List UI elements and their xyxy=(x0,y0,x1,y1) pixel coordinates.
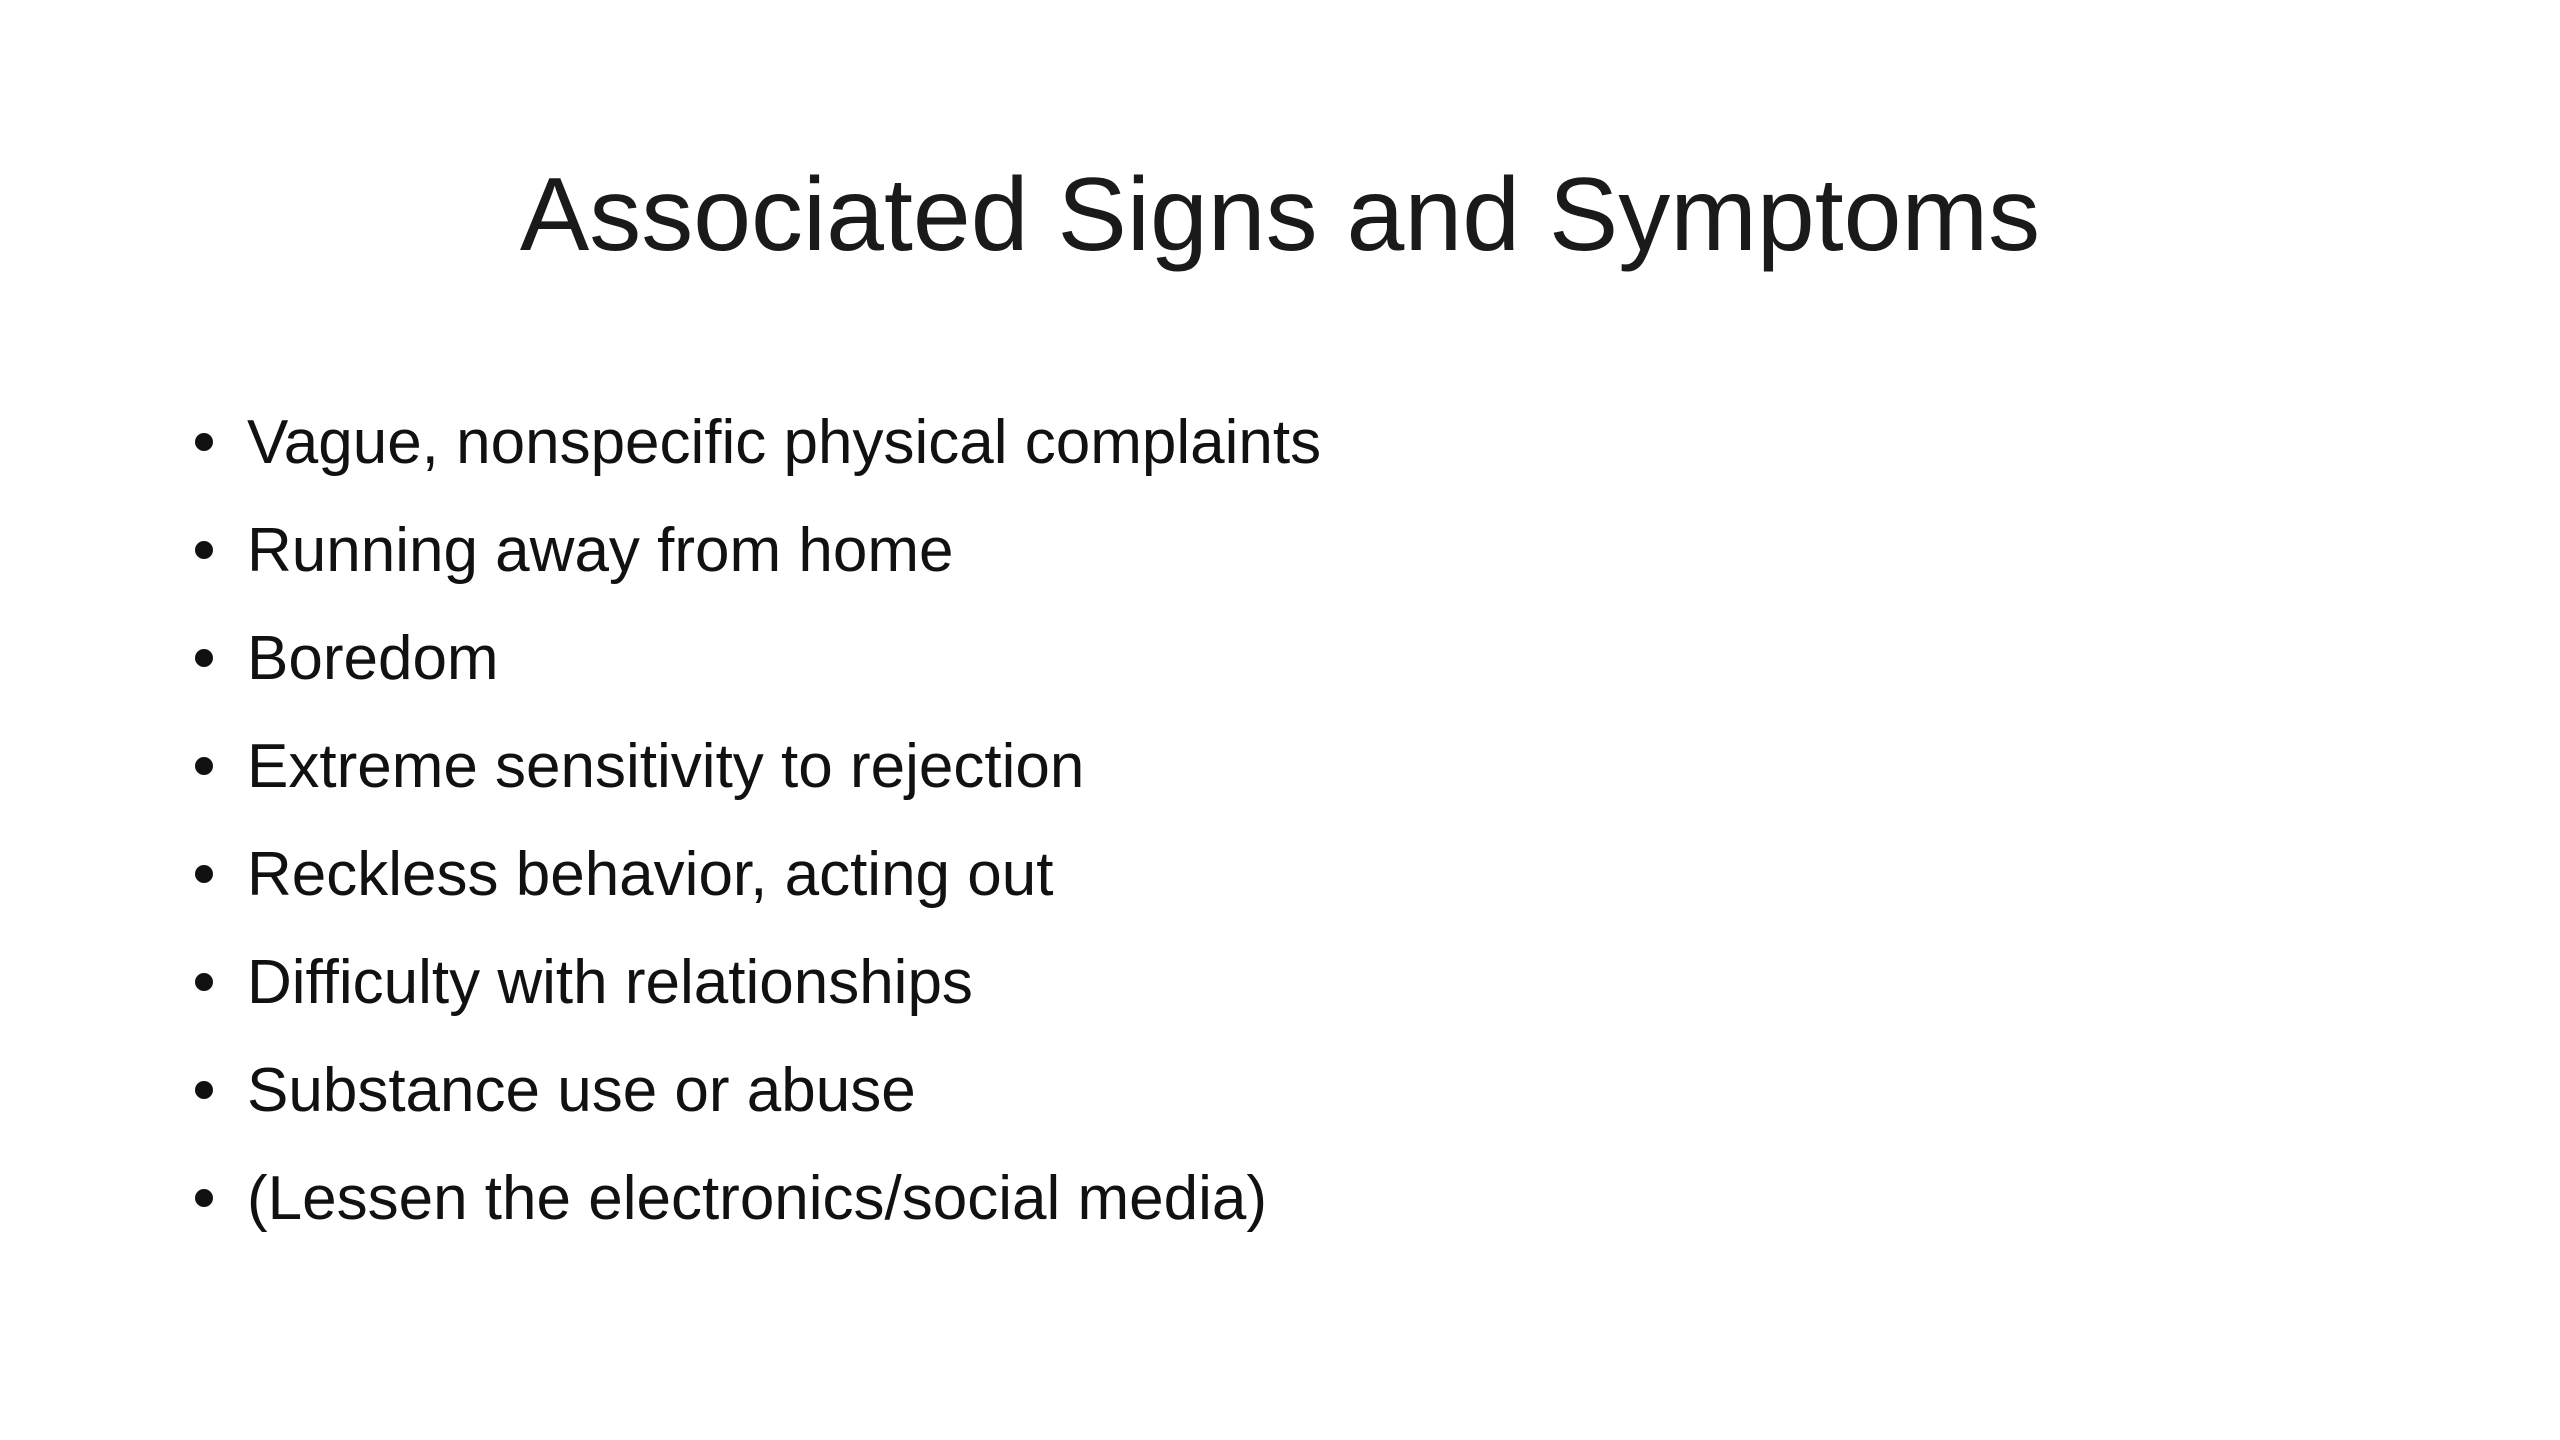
bullet-point-icon xyxy=(195,649,213,667)
bullet-item xyxy=(195,604,1321,712)
bullet-text: Substance use or abuse xyxy=(247,1055,916,1125)
bullet-item xyxy=(195,1144,1321,1252)
bullet-item xyxy=(195,820,1321,928)
bullet-item xyxy=(195,1036,1321,1144)
bullet-point-icon xyxy=(195,1189,213,1207)
bullet-point-icon xyxy=(195,973,213,991)
bullet-item xyxy=(195,496,1321,604)
bullet-list xyxy=(195,388,1321,1252)
bullet-point-icon xyxy=(195,865,213,883)
bullet-text: (Lessen the electronics/social media) xyxy=(247,1163,1268,1233)
bullet-text: Vague, nonspecific physical complaints xyxy=(247,407,1322,477)
bullet-text: Reckless behavior, acting out xyxy=(247,839,1054,909)
bullet-item xyxy=(195,388,1321,496)
bullet-item xyxy=(195,712,1321,820)
bullet-item xyxy=(195,928,1321,1036)
bullet-point-icon xyxy=(195,757,213,775)
bullet-point-icon xyxy=(195,1081,213,1099)
slide-title: Associated Signs and Symptoms xyxy=(519,157,2041,273)
bullet-point-icon xyxy=(195,541,213,559)
bullet-text: Extreme sensitivity to rejection xyxy=(247,731,1085,801)
bullet-text: Difficulty with relationships xyxy=(247,947,973,1017)
bullet-text: Running away from home xyxy=(247,515,954,585)
bullet-point-icon xyxy=(195,433,213,451)
bullet-text: Boredom xyxy=(247,623,499,693)
